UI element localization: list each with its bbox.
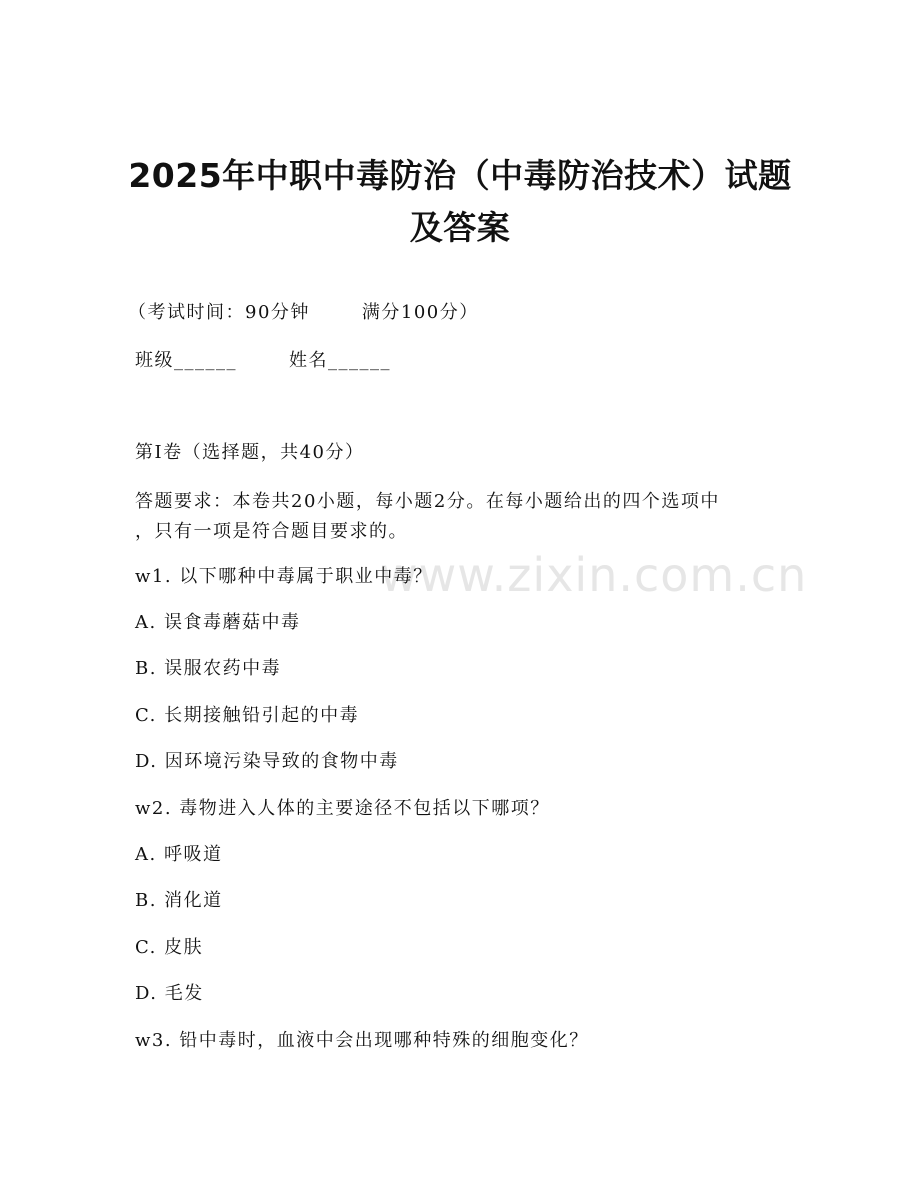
class-field: 班级______ xyxy=(135,350,237,371)
question-option: B. 误服农药中毒 xyxy=(135,658,282,679)
instructions-line-1: 答题要求：本卷共20小题，每小题2分。在每小题给出的四个选项中 xyxy=(135,491,720,512)
section-heading: 第I卷（选择题，共40分） xyxy=(135,442,365,463)
instructions-line-2: ，只有一项是符合题目要求的。 xyxy=(135,521,408,542)
question-stem: w1. 以下哪种中毒属于职业中毒？ xyxy=(135,566,433,587)
exam-info xyxy=(128,300,479,326)
document-title xyxy=(60,150,860,254)
title-line-1: 2025年中职中毒防治（中毒防治技术）试题 xyxy=(128,156,792,195)
question-stem: w3. 铅中毒时，血液中会出现哪种特殊的细胞变化？ xyxy=(135,1030,589,1051)
question-option: A. 呼吸道 xyxy=(135,844,223,865)
question-stem: w2. 毒物进入人体的主要途径不包括以下哪项？ xyxy=(135,798,550,819)
student-info xyxy=(135,348,391,374)
title-line-2: 及答案 xyxy=(409,208,511,247)
question-option: C. 长期接触铅引起的中毒 xyxy=(135,705,360,726)
question-option: A. 误食毒蘑菇中毒 xyxy=(135,612,301,633)
section-instructions xyxy=(135,487,795,547)
watermark: www.zixin.com.cn xyxy=(380,548,808,602)
question-option: B. 消化道 xyxy=(135,890,223,911)
name-field: 姓名______ xyxy=(289,350,391,371)
question-option: D. 因环境污染导致的食物中毒 xyxy=(135,751,399,772)
question-option: C. 皮肤 xyxy=(135,937,204,958)
exam-time: （考试时间：90分钟 xyxy=(128,302,310,323)
question-option: D. 毛发 xyxy=(135,983,204,1004)
exam-score: 满分100分） xyxy=(361,302,479,323)
